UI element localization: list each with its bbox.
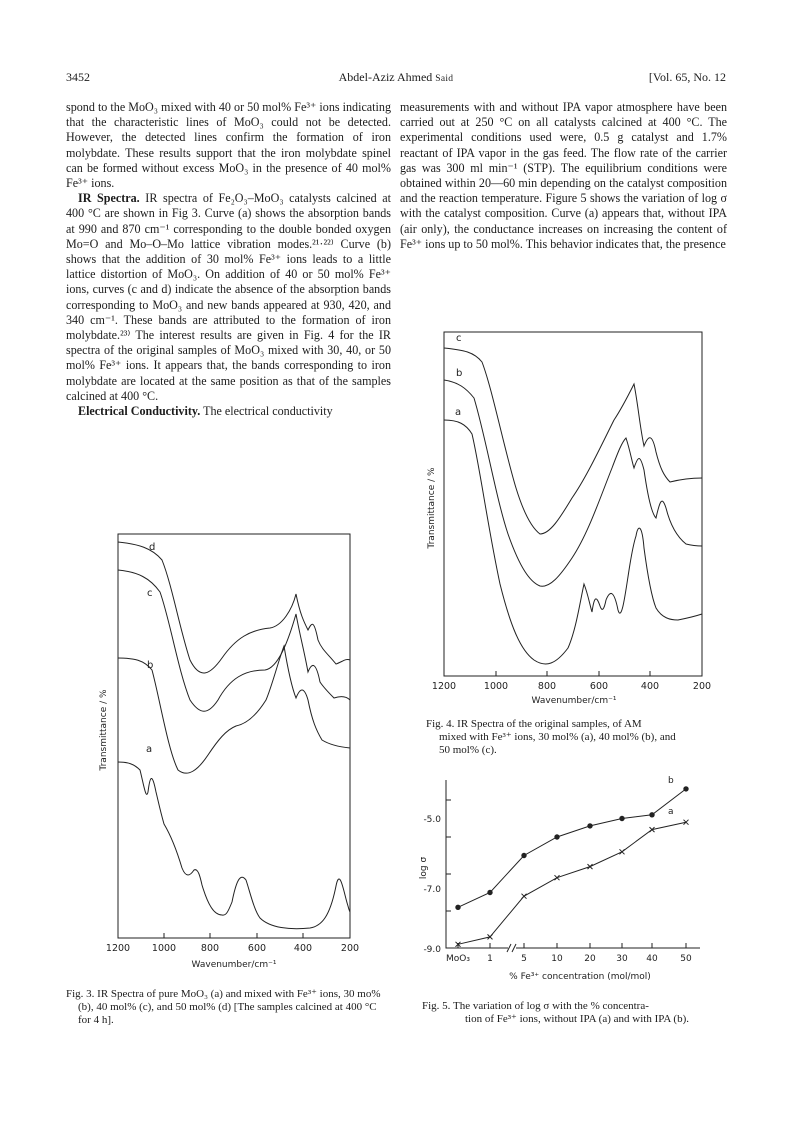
- fig5-series-label-b: b: [668, 775, 674, 786]
- figure-4: [400, 328, 730, 708]
- paragraph-conductivity: [66, 404, 391, 419]
- figure-4-caption: [426, 718, 726, 758]
- fig5-xtick-10: 10: [551, 954, 563, 964]
- fig5-xtick-30: 30: [616, 954, 628, 964]
- paragraph-xrd-end: spond to the MoO₃ mixed with 40 or 50 mol% Fe³⁺ ions indicating that the characteristic lines of MoO₃ could not be detected. However, the detected lines confirm the formation of iron molybdate. These results support that the iron molybdate spinel can be formed without excess MoO₃ in the presence of 40 mol% Fe³⁺ ions.: [66, 100, 391, 191]
- fig5-point-b-7: [683, 786, 688, 791]
- fig5-line-a: [458, 822, 686, 944]
- fig3-tick-200: 200: [340, 943, 360, 954]
- fig4-tick-200: 200: [692, 681, 712, 692]
- figure-5-plot: [400, 770, 730, 990]
- section-heading-conductivity: Electrical Conductivity.: [78, 404, 201, 419]
- fig5-axes: [446, 780, 700, 952]
- fig5-ytick-neg7: -7.0: [423, 885, 441, 895]
- fig5-xtick-50: 50: [680, 954, 692, 964]
- figure-4-plot: [400, 328, 730, 708]
- paragraph-ir-spectra: [66, 191, 391, 404]
- right-column: [400, 100, 727, 252]
- fig3-label-b: b: [147, 660, 154, 671]
- running-header: [66, 70, 726, 88]
- author-first: Abdel-Aziz Ahmed: [338, 70, 436, 84]
- fig5-point-b-2: [521, 853, 526, 858]
- fig5-point-a-2: [522, 894, 527, 899]
- conductivity-text: The electrical conductivity: [200, 404, 333, 419]
- fig3-tick-400: 400: [293, 943, 313, 954]
- fig4-tick-400: 400: [640, 681, 660, 692]
- fig5-xtick-5: 5: [521, 954, 527, 964]
- fig5-caption-line2: tion of Fe³⁺ ions, without IPA (a) and with IPA (b).: [464, 1013, 690, 1026]
- fig3-curve-c: [118, 570, 350, 711]
- fig4-y-label: Transmittance / %: [427, 467, 437, 549]
- fig5-point-b-6: [649, 812, 654, 817]
- fig3-y-label: Transmittance / %: [99, 689, 109, 771]
- fig5-series-label-a: a: [668, 807, 674, 818]
- fig3-tick-1000: 1000: [151, 943, 177, 954]
- figure-3-caption: [66, 988, 386, 1028]
- fig3-x-ticks: [118, 933, 350, 938]
- fig5-point-b-5: [619, 816, 624, 821]
- fig4-tick-1200: 1200: [431, 681, 457, 692]
- fig5-point-b-0: [455, 905, 460, 910]
- figure-3-plot: [60, 530, 380, 975]
- fig3-tick-600: 600: [247, 943, 267, 954]
- author-last: Said: [435, 74, 454, 84]
- fig4-curve-a: [444, 420, 702, 664]
- left-column: [66, 100, 391, 419]
- fig3-x-label: Wavenumber/cm⁻¹: [191, 960, 277, 970]
- fig4-label-c: c: [456, 333, 462, 344]
- ir-text: IR spectra of Fe₂O₃–MoO₃ catalysts calcined at 400 °C are shown in Fig 3. Curve (a) shows the absorption bands at 990 and 870 cm⁻¹ corresponding to the double bonded oxygen Mo=O and Mo–O–Mo lattice vibration modes.²¹·²²⁾ Curve (b) shows that the addition of 30 mol% Fe³⁺ ions leads to a little lattice distortion of MoO₃. On addition of 40 or 50 mol% Fe³⁺ ions, curves (c and d) indicate the absence of the absorption bands corresponding to MoO₃ and new bands appeared at 930, 420, and 340 cm⁻¹. These bands are attributed to the formation of iron molybdate.²³⁾ The interest results are given in Fig. 4 for the IR spectra of the original samples of MoO₃ mixed with 30, 40, or 50 mol% Fe³⁺ ions. It appears that, the bands corresponding to iron molybdate are located at the same position as that of the samples calcined at 400 °C.: [66, 191, 391, 403]
- fig5-xtick-20: 20: [584, 954, 596, 964]
- fig4-caption-line1: Fig. 4. IR Spectra of the original samples, of AM: [426, 718, 642, 730]
- fig5-ytick-neg5: -5.0: [423, 815, 441, 825]
- fig3-curve-a: [118, 762, 350, 929]
- volume-info: [Vol. 65, No. 12: [648, 70, 726, 84]
- fig5-point-a-5: [620, 849, 625, 854]
- fig4-label-a: a: [455, 407, 462, 418]
- fig5-x-label: % Fe³⁺ concentration (mol/mol): [509, 972, 651, 982]
- fig4-x-ticks: [444, 671, 702, 676]
- section-heading-ir: IR Spectra.: [78, 191, 140, 206]
- fig5-point-b-3: [554, 834, 559, 839]
- fig4-curve-b: [444, 380, 702, 586]
- fig3-tick-800: 800: [200, 943, 220, 954]
- fig5-xtick-40: 40: [646, 954, 658, 964]
- fig5-point-b-1: [487, 890, 492, 895]
- fig5-series-layer: [455, 776, 688, 947]
- fig4-tick-1000: 1000: [483, 681, 509, 692]
- figure-5-caption: [422, 1000, 732, 1026]
- fig4-label-b: b: [456, 368, 463, 379]
- fig5-line-b: [458, 789, 686, 907]
- fig5-caption-line1: Fig. 5. The variation of log σ with the % concentra-: [422, 1000, 649, 1012]
- fig5-xtick-moo3: MoO₃: [446, 954, 470, 964]
- fig5-point-b-4: [587, 823, 592, 828]
- figure-5: [400, 770, 730, 990]
- fig4-tick-800: 800: [537, 681, 557, 692]
- fig3-curve-d: [118, 542, 350, 673]
- fig3-label-c: c: [147, 588, 153, 599]
- fig4-x-label: Wavenumber/cm⁻¹: [531, 696, 617, 706]
- fig5-ytick-neg9: -9.0: [423, 945, 441, 955]
- paragraph-measurements: measurements with and without IPA vapor atmosphere have been carried out at 250 °C on all catalysts calcined at 400 °C. The experimental conditions used were, 0.5 g catalyst and 1.7% reactant of IPA vapor in the gas feed. The flow rate of the carrier gas was 300 ml min⁻¹ (STP). The equilibrium conditions were obtained within 20—60 min depending on the catalyst composition and the reaction temperature. Figure 5 shows the variation of log σ with the catalyst composition. Curve (a) appears that, without IPA (air only), the conductance increases on increasing the content of Fe³⁺ ions up to 50 mol%. This behavior indicates that, the presence: [400, 100, 727, 251]
- fig3-frame: [118, 534, 350, 938]
- fig3-tick-1200: 1200: [105, 943, 131, 954]
- fig5-point-a-3: [555, 875, 560, 880]
- fig5-point-a-4: [588, 864, 593, 869]
- fig5-y-label: log σ: [419, 856, 429, 880]
- fig4-caption-line3: 50 mol% (c).: [439, 744, 497, 757]
- fig4-caption-line2: mixed with Fe³⁺ ions, 30 mol% (a), 40 mol% (b), and: [439, 731, 676, 744]
- fig4-curve-c: [444, 348, 702, 534]
- fig3-label-d: d: [149, 542, 156, 553]
- fig3-caption-text: Fig. 3. IR Spectra of pure MoO₃ (a) and mixed with Fe³⁺ ions, 30 mo% (b), 40 mol% (c), and 50 mol% (d) [The samples calcined at 400 °C for 4 h].: [66, 988, 381, 1027]
- fig3-label-a: a: [146, 744, 153, 755]
- fig4-frame: [444, 332, 702, 676]
- figure-3: [60, 530, 380, 975]
- fig5-xtick-1: 1: [487, 954, 493, 964]
- running-author: [66, 70, 726, 85]
- page-number: 3452: [66, 70, 90, 84]
- fig4-tick-600: 600: [589, 681, 609, 692]
